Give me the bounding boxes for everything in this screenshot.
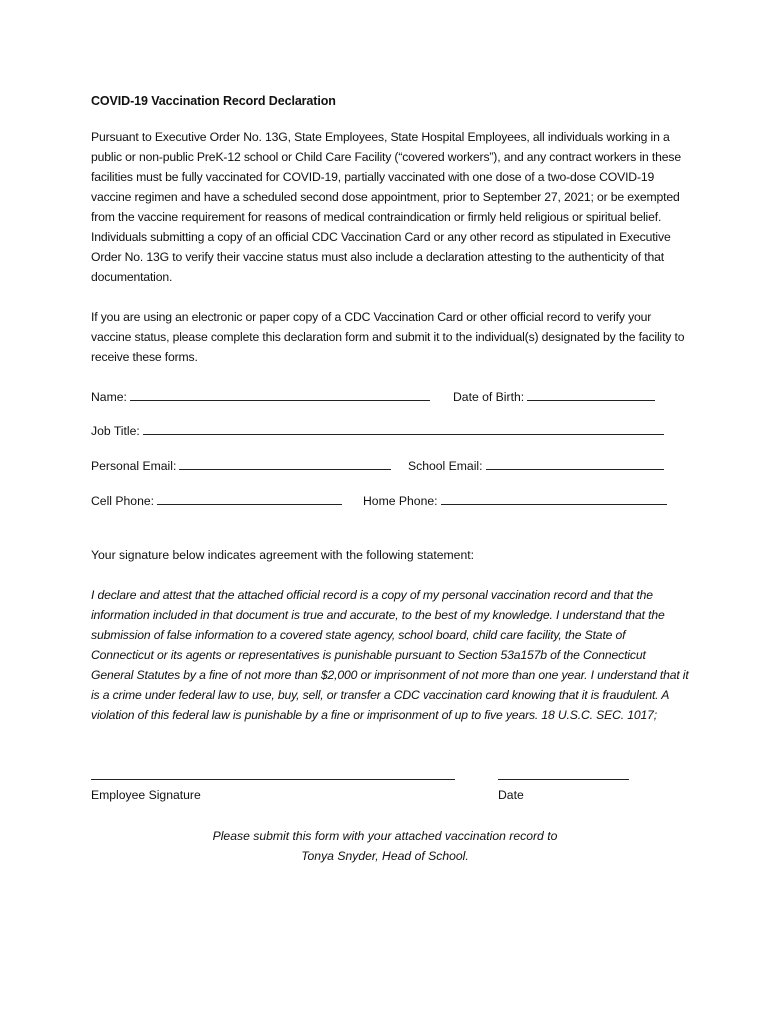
school-email-label: School Email:: [408, 459, 483, 473]
cell-phone-label: Cell Phone:: [91, 494, 155, 508]
school-email-field[interactable]: [408, 456, 664, 476]
attestation-statement: I declare and attest that the attached official record is a copy of my personal vaccination record and that the information included in that document is true and accurate, to the best of my knowledge. I understand that the submission of false information to a covered state agency, school board, child care facility, the State of Connecticut or its agents or representatives is punishable pursuant to Section 53a157b of the Connecticut General Statutes by a fine of not more than $2,000 or imprisonment of not more than one year. I understand that it is a crime under federal law to use, buy, sell, or transfer a CDC vaccination card knowing that it is fraudulent. A violation of this federal law is punishable by a fine or imprisonment of up to five years. 18 U.S.C. SEC. 1017;: [91, 588, 689, 722]
intro-paragraph: Pursuant to Executive Order No. 13G, State Employees, State Hospital Employees, all individuals working in a public or non-public PreK-12 school or Child Care Facility (“covered workers”), and any contract workers in these facilities must be fully vaccinated for COVID-19, partially vaccinated with one dose of a two-dose COVID-19 vaccine regimen and have a scheduled second dose appointment, prior to September 27, 2021; or be exempted from the vaccine requirement for reasons of medical contraindication or firmly held religious or spiritual belief. Individuals submitting a copy of an official CDC Vaccination Card or any other record as stipulated in Executive Order No. 13G to verify their vaccine status must also include a declaration attesting to the authenticity of that documentation.: [91, 130, 681, 284]
phone-row: [91, 491, 681, 511]
name-label: Name:: [91, 390, 127, 404]
employee-signature-line[interactable]: [91, 779, 455, 780]
employee-signature-label: Employee Signature: [91, 788, 201, 802]
date-signature-line[interactable]: [498, 779, 629, 780]
name-dob-row: [91, 387, 681, 407]
submission-instructions: [150, 826, 620, 866]
submission-line-2: Tonya Snyder, Head of School.: [301, 849, 469, 863]
cell-phone-field[interactable]: [91, 491, 342, 511]
dob-blank-line[interactable]: [527, 387, 655, 401]
job-title-label: Job Title:: [91, 424, 140, 438]
name-field[interactable]: [91, 387, 430, 407]
job-title-field[interactable]: [91, 421, 664, 441]
signature-intro: Your signature below indicates agreement with the following statement:: [91, 548, 475, 562]
personal-email-field[interactable]: [91, 456, 391, 476]
job-title-blank-line[interactable]: [143, 421, 664, 435]
personal-email-blank-line[interactable]: [179, 456, 391, 470]
job-title-row: [91, 421, 681, 441]
dob-label: Date of Birth:: [453, 390, 525, 404]
submission-line-1: Please submit this form with your attached vaccination record to: [212, 829, 558, 843]
email-row: [91, 456, 681, 476]
personal-email-label: Personal Email:: [91, 459, 177, 473]
home-phone-label: Home Phone:: [363, 494, 438, 508]
date-label: Date: [498, 788, 524, 802]
cell-phone-blank-line[interactable]: [157, 491, 342, 505]
home-phone-field[interactable]: [363, 491, 667, 511]
document-title: COVID-19 Vaccination Record Declaration: [91, 94, 336, 108]
instructions-paragraph: If you are using an electronic or paper copy of a CDC Vaccination Card or other official record to verify your vaccine status, please complete this declaration form and submit it to the individual(s) designated by the facility to receive these forms.: [91, 310, 685, 364]
dob-field[interactable]: [453, 387, 655, 407]
name-blank-line[interactable]: [130, 387, 430, 401]
school-email-blank-line[interactable]: [486, 456, 664, 470]
home-phone-blank-line[interactable]: [441, 491, 667, 505]
